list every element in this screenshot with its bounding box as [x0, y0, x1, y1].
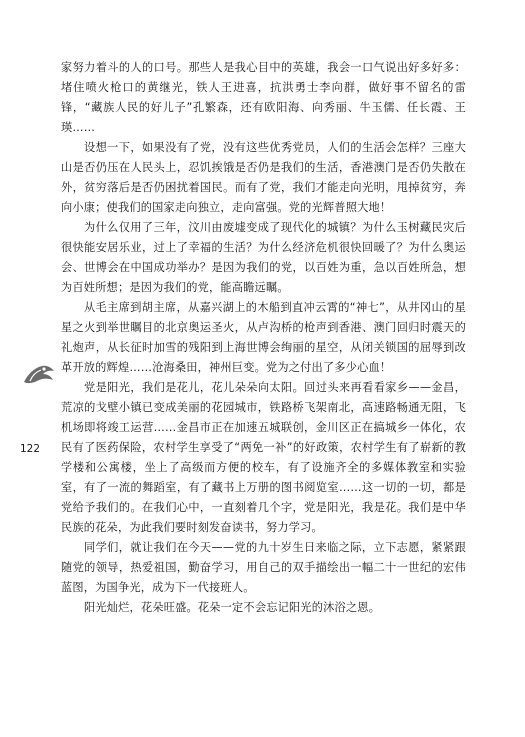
paragraph: 家努力着斗的人的口号。那些人是我心目中的英雄，我会一口气说出好多好多：堵住喷火枪口的黄继光，铁人王进喜，抗洪勇士李向群，做好事不留名的雷锋，“藏族人民的好儿子”孔繁森，还有欧阳海、向秀丽、牛玉儒、任长霞、王瑛……	[61, 61, 466, 134]
paragraph: 从毛主席到胡主席，从嘉兴湖上的木船到直冲云霄的“神七”，从井冈山的星星之火到举世瞩目的北京奥运圣火，从卢沟桥的枪声到香港、澳门回归时震天的礼炮声，从长征时加雪的残阳到上海世博会绚丽的星空，从闭关锁国的屈辱到改革开放的辉煌……沧海桑田，神州巨变。党为之付出了多少心血！	[61, 301, 466, 374]
page-number: 122	[20, 443, 41, 455]
paragraph: 阳光灿烂，花朵旺盛。花朵一定不会忘记阳光的沐浴之恩。	[84, 601, 381, 614]
paragraph: 设想一下，如果没有了党，没有这些优秀党员，人们的生活会怎样？三座大山是否仍压在人民头上，忍饥挨饿是否仍是我们的生活，香港澳门是否仍失散在外，贫穷落后是否仍困扰着国民。而有了党，我们才能走向光明，甩掉贫穷，奔向小康；使我们的国家走向独立，走向富强。党的光辉普照大地！	[61, 141, 466, 214]
paragraph: 党是阳光，我们是花儿，花儿朵朵向太阳。回过头来再看看家乡——金昌，荒凉的戈壁小镇已变成美丽的花园城市，铁路桥飞架南北，高速路畅通无阻，飞机场即将竣工运营……金昌市正在加速五城联创，金川区正在搞城乡一体化，农民有了医药保险，农村学生享受了“两免一补”的好政策，农村学生有了崭新的教学楼和公寓楼，坐上了高级而方便的校车，有了设施齐全的多媒体教室和实验室，有了一流的舞蹈室，有了藏书上万册的图书阅览室……这一切的一切，都是党给予我们的。在我们心中，一直刻着几个字，党是阳光，我是花。我们是中华民族的花朵，为此我们要时刻发奋读书，努力学习。	[61, 381, 466, 534]
flower-silhouette-icon	[22, 360, 56, 386]
paragraph: 为什么仅用了三年，汶川由废墟变成了现代化的城镇？为什么玉树藏民灾后很快能安居乐业，过上了幸福的生活？为什么经济危机很快回暖了？为什么奥运会、世博会在中国成功举办？是因为我们的党，以百姓为重，急以百姓所急，想为百姓所想；是因为我们的党，能高瞻远瞩。	[61, 221, 466, 294]
article-body	[61, 58, 466, 618]
paragraph: 同学们，就让我们在今天——党的九十岁生日来临之际，立下志愿，紧紧跟随党的领导，热爱祖国，勤奋学习，用自己的双手描绘出一幅二十一世纪的宏伟蓝图，为国争光，成为下一代接班人。	[61, 541, 466, 594]
